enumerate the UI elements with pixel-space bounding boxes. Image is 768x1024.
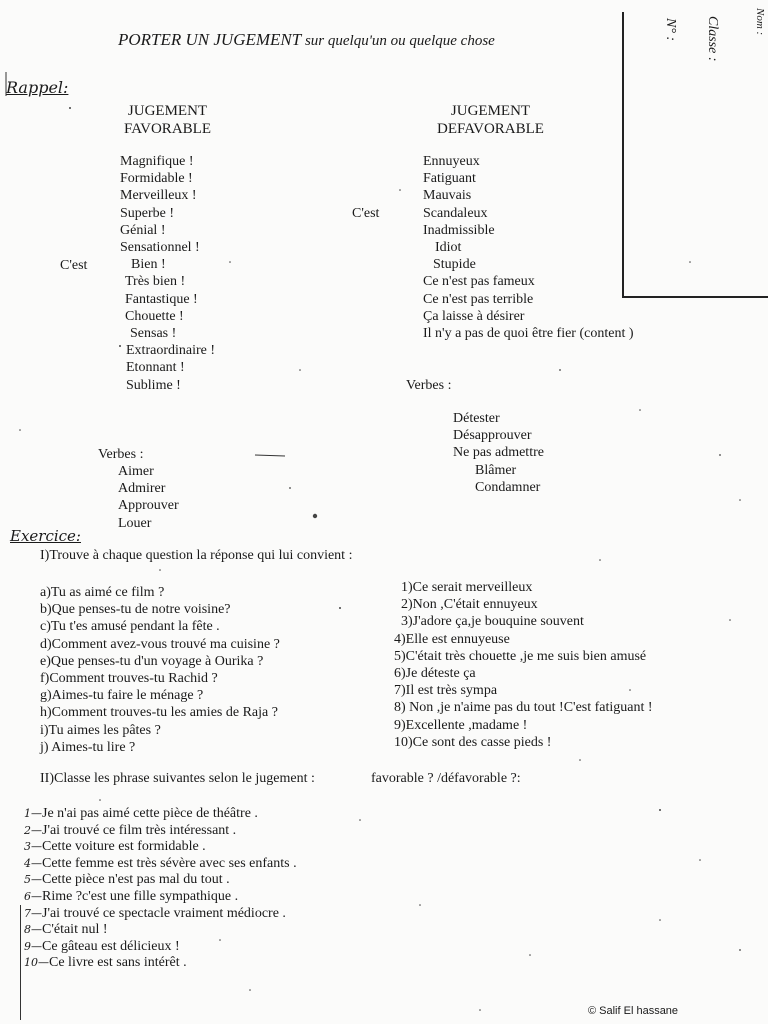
favorable-word: Formidable ! xyxy=(120,171,193,187)
phrase-item xyxy=(24,906,297,923)
defavorable-word: Stupide xyxy=(433,257,476,273)
favorable-heading-line-2: FAVORABLE xyxy=(124,121,211,137)
question-item: c)Tu t'es amusé pendant la fête . xyxy=(40,619,220,635)
defavorable-word: Ce n'est pas terrible xyxy=(423,291,534,307)
question-item: j) Aimes-tu lire ? xyxy=(40,739,136,755)
exercice-label: Exercice: xyxy=(10,527,81,545)
verbe-defav: Désapprouver xyxy=(453,428,532,444)
phrase-number: 6— xyxy=(24,889,42,903)
defavorable-heading-line-1: JUGEMENT xyxy=(450,103,531,119)
phrase-text: Rime ?c'est une fille sympathique . xyxy=(42,888,239,904)
answer-item: 4)Elle est ennuyeuse xyxy=(394,631,510,647)
defavorable-word: Ce n'est pas fameux xyxy=(423,274,535,290)
verbes-fav-list xyxy=(118,463,179,532)
favorable-word: Très bien ! xyxy=(125,274,186,290)
header-box-border-horizontal xyxy=(622,296,768,298)
favorable-list xyxy=(120,153,215,394)
q2-instruction: II)Classe les phrase suivantes selon le jugement : xyxy=(40,771,315,786)
defavorable-heading xyxy=(428,102,553,138)
defavorable-word: Idiot xyxy=(435,240,462,256)
answer-item: 7)Il est très sympa xyxy=(394,683,498,699)
answers-list xyxy=(394,579,653,751)
phrase-item xyxy=(24,806,297,823)
q2-options: favorable ? /défavorable ?: xyxy=(371,771,521,786)
favorable-heading xyxy=(105,102,230,138)
phrase-text: Cette pièce n'est pas mal du tout . xyxy=(42,872,230,888)
phrase-number: 9— xyxy=(24,939,42,953)
questions-list xyxy=(40,584,280,756)
verbe-fav: Approuver xyxy=(118,498,179,514)
defavorable-word: Ça laisse à désirer xyxy=(423,308,525,324)
header-label-classe: Classe : xyxy=(705,16,720,62)
copyright: © Salif El hassane xyxy=(588,1005,679,1017)
question-item: f)Comment trouves-tu Rachid ? xyxy=(40,671,218,687)
defavorable-list xyxy=(423,153,634,342)
phrase-number: 8— xyxy=(24,923,42,937)
answer-item: 8) Non ,je n'aime pas du tout !C'est fatiguant ! xyxy=(394,700,653,716)
phrase-text: J'ai trouvé ce film très intéressant . xyxy=(42,822,237,838)
answer-item: 2)Non ,C'était ennuyeux xyxy=(401,597,538,613)
cest-left-label: C'est xyxy=(60,258,88,273)
phrases-list xyxy=(24,806,297,972)
favorable-heading-line-1: JUGEMENT xyxy=(127,103,208,119)
phrase-item xyxy=(24,872,297,889)
verbes-defav-label: Verbes : xyxy=(406,378,452,393)
cest-right-label: C'est xyxy=(352,206,380,221)
verbe-defav: Condamner xyxy=(475,479,541,495)
phrase-number: 2— xyxy=(24,823,42,837)
question-item: i)Tu aimes les pâtes ? xyxy=(40,722,161,738)
title-caps: PORTER UN JUGEMENT xyxy=(118,30,302,49)
question-item: a)Tu as aimé ce film ? xyxy=(40,585,165,600)
favorable-word: Génial ! xyxy=(120,222,166,238)
answer-item: 10)Ce sont des casse pieds ! xyxy=(394,734,552,750)
title-rest: sur quelqu'un ou quelque chose xyxy=(301,33,495,49)
answer-item: 9)Excellente ,madame ! xyxy=(394,717,528,733)
question-item: d)Comment avez-vous trouvé ma cuisine ? xyxy=(40,636,280,652)
defavorable-word: Inadmissible xyxy=(423,222,495,238)
phrase-number: 7— xyxy=(24,906,42,920)
favorable-word: Chouette ! xyxy=(125,308,184,324)
verbe-defav: Détester xyxy=(453,411,500,426)
verbes-fav-label: Verbes : xyxy=(98,447,144,462)
phrase-text: C'était nul ! xyxy=(42,922,108,938)
favorable-word: Merveilleux ! xyxy=(120,188,197,204)
defavorable-word: Ennuyeux xyxy=(423,154,480,169)
defavorable-heading-line-2: DEFAVORABLE xyxy=(437,121,544,137)
favorable-word: Sensationnel ! xyxy=(120,240,200,256)
answer-item: 3)J'adore ça,je bouquine souvent xyxy=(401,614,584,630)
phrase-number: 4— xyxy=(24,856,42,870)
phrase-item xyxy=(24,856,297,873)
phrase-item xyxy=(24,889,297,906)
defavorable-word: Il n'y a pas de quoi être fier (content ) xyxy=(423,326,634,342)
phrase-text: Je n'ai pas aimé cette pièce de théâtre . xyxy=(42,806,258,821)
verbe-fav: Admirer xyxy=(118,481,166,497)
favorable-word: Sensas ! xyxy=(130,326,177,342)
phrase-number: 10— xyxy=(24,956,49,970)
phrase-text: Ce gâteau est délicieux ! xyxy=(42,938,180,954)
phrase-text: J'ai trouvé ce spectacle vraiment médiocre . xyxy=(42,905,286,921)
phrase-number: 3— xyxy=(24,840,42,854)
phrase-item xyxy=(24,922,297,939)
defavorable-word: Fatiguant xyxy=(423,171,476,187)
page-title xyxy=(118,30,495,50)
verbe-fav: Aimer xyxy=(118,464,154,479)
favorable-word: Fantastique ! xyxy=(125,291,198,307)
phrase-item xyxy=(24,823,297,840)
q1-instruction: I)Trouve à chaque question la réponse qui lui convient : xyxy=(40,548,353,563)
phrase-number: 1— xyxy=(24,807,42,820)
favorable-word: Etonnant ! xyxy=(126,360,185,376)
question-item: b)Que penses-tu de notre voisine? xyxy=(40,602,231,618)
answer-item: 5)C'était très chouette ,je me suis bien amusé xyxy=(394,648,647,664)
header-label-numero: N° : xyxy=(663,18,678,42)
phrase-item xyxy=(24,939,297,956)
question-item: h)Comment trouves-tu les amies de Raja ? xyxy=(40,705,278,721)
phrase-item xyxy=(24,955,297,972)
phrase-text: Cette femme est très sévère avec ses enfants . xyxy=(42,855,297,871)
question-item: e)Que penses-tu d'un voyage à Ourika ? xyxy=(40,653,264,669)
defavorable-word: Mauvais xyxy=(423,188,472,204)
header-label-nom: Nom : xyxy=(754,8,766,36)
rappel-label: Rappel: xyxy=(6,78,69,97)
phrase-text: Cette voiture est formidable . xyxy=(42,839,206,855)
favorable-word: Extraordinaire ! xyxy=(126,343,216,359)
answer-item: 6)Je déteste ça xyxy=(394,666,476,682)
defavorable-word: Scandaleux xyxy=(423,205,488,221)
favorable-word: Sublime ! xyxy=(126,377,181,393)
phrase-text: Ce livre est sans intérêt . xyxy=(49,955,187,971)
verbe-defav: Blâmer xyxy=(475,462,517,478)
favorable-word: Superbe ! xyxy=(120,205,175,221)
handwritten-margin-line xyxy=(20,905,21,1020)
phrase-number: 5— xyxy=(24,873,42,887)
favorable-word: Bien ! xyxy=(131,257,166,273)
answer-item: 1)Ce serait merveilleux xyxy=(401,580,533,595)
verbe-fav: Louer xyxy=(118,515,152,531)
phrase-item xyxy=(24,839,297,856)
verbe-defav: Ne pas admettre xyxy=(453,445,544,461)
question-item: g)Aimes-tu faire le ménage ? xyxy=(40,688,204,704)
favorable-word: Magnifique ! xyxy=(120,154,194,169)
verbes-defav-list xyxy=(453,410,544,496)
